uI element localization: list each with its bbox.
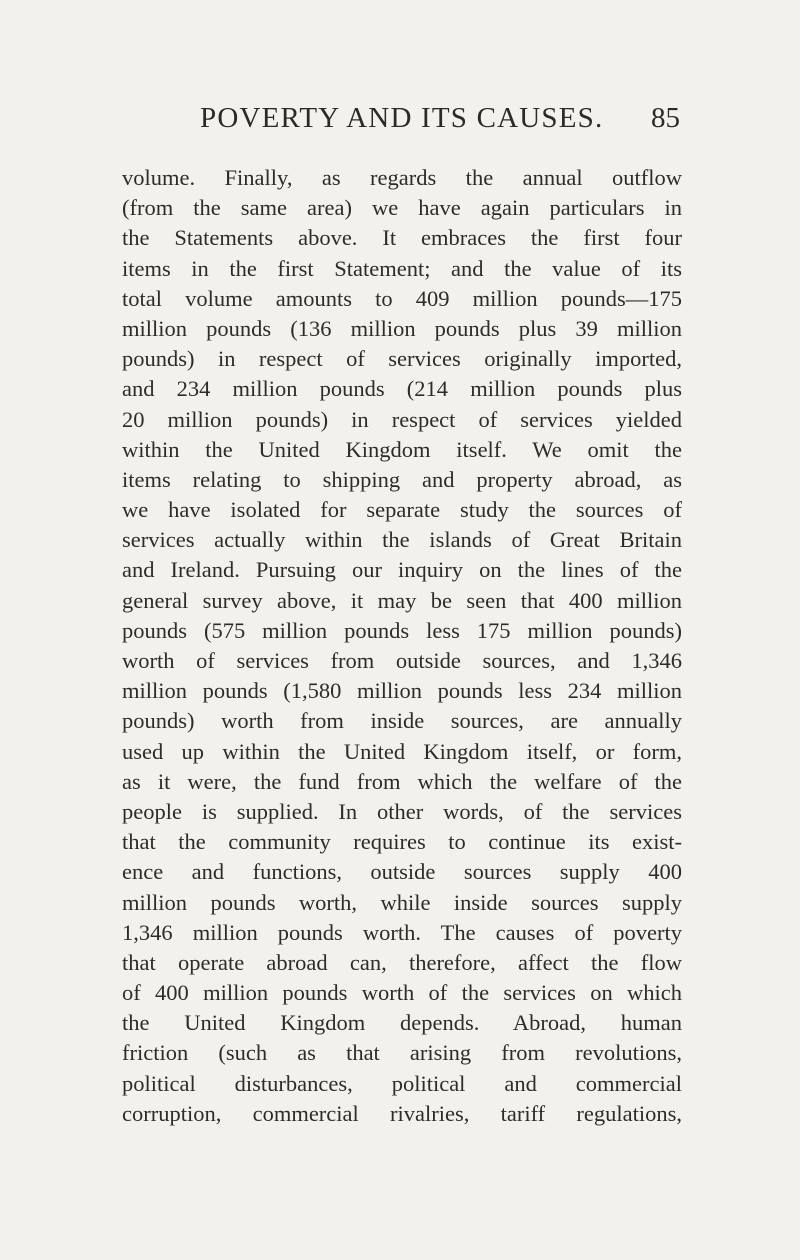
text-line: within the United Kingdom itself. We omit the — [122, 436, 682, 462]
text-line: and Ireland. Pursuing our inquiry on the lines of the — [122, 557, 682, 583]
text-line: the United Kingdom depends. Abroad, human — [122, 1010, 682, 1036]
running-title: POVERTY AND ITS CAUSES. — [200, 102, 604, 134]
text-line: of 400 million pounds worth of the services on which — [122, 980, 682, 1006]
text-line: million pounds (136 million pounds plus 39 million — [122, 315, 682, 341]
page-number: 85 — [651, 102, 680, 134]
text-line: that the community requires to continue its exist- — [122, 829, 682, 855]
text-line: 1,346 million pounds worth. The causes of poverty — [122, 919, 682, 945]
text-line: as it were, the fund from which the welfare of the — [122, 768, 682, 794]
text-line: items relating to shipping and property abroad, as — [122, 466, 682, 492]
text-line: total volume amounts to 409 million pounds—175 — [122, 285, 682, 311]
text-line: worth of services from outside sources, and 1,346 — [122, 648, 682, 673]
text-line: 20 million pounds) in respect of services yielded — [122, 406, 682, 432]
text-line: we have isolated for separate study the sources of — [122, 497, 682, 523]
text-line: friction (such as that arising from revolutions, — [122, 1040, 682, 1066]
text-line: general survey above, it may be seen that 400 million — [122, 587, 682, 613]
text-line: million pounds (1,580 million pounds less 234 million — [122, 678, 682, 704]
text-line: services actually within the islands of Great Britain — [122, 527, 682, 553]
running-head — [200, 102, 680, 142]
text-line: pounds) in respect of services originally imported, — [122, 346, 682, 372]
text-line: corruption, commercial rivalries, tariff regulations, — [122, 1100, 682, 1126]
text-line: items in the first Statement; and the value of its — [122, 255, 682, 281]
text-line: pounds) worth from inside sources, are annually — [122, 708, 682, 734]
body-paragraph — [122, 163, 682, 1129]
text-line: pounds (575 million pounds less 175 million pounds) — [122, 617, 682, 643]
text-line: and 234 million pounds (214 million pounds plus — [122, 376, 682, 402]
text-line: (from the same area) we have again particulars in — [122, 195, 682, 221]
text-line: used up within the United Kingdom itself, or form, — [122, 738, 682, 764]
text-line: political disturbances, political and commercial — [122, 1070, 682, 1096]
text-line: volume. Finally, as regards the annual outflow — [122, 165, 682, 190]
text-line: that operate abroad can, therefore, affect the flow — [122, 949, 682, 975]
text-line: million pounds worth, while inside sources supply — [122, 889, 682, 915]
text-line: ence and functions, outside sources supply 400 — [122, 859, 682, 885]
text-line: people is supplied. In other words, of the services — [122, 798, 682, 824]
text-line: the Statements above. It embraces the first four — [122, 225, 682, 251]
